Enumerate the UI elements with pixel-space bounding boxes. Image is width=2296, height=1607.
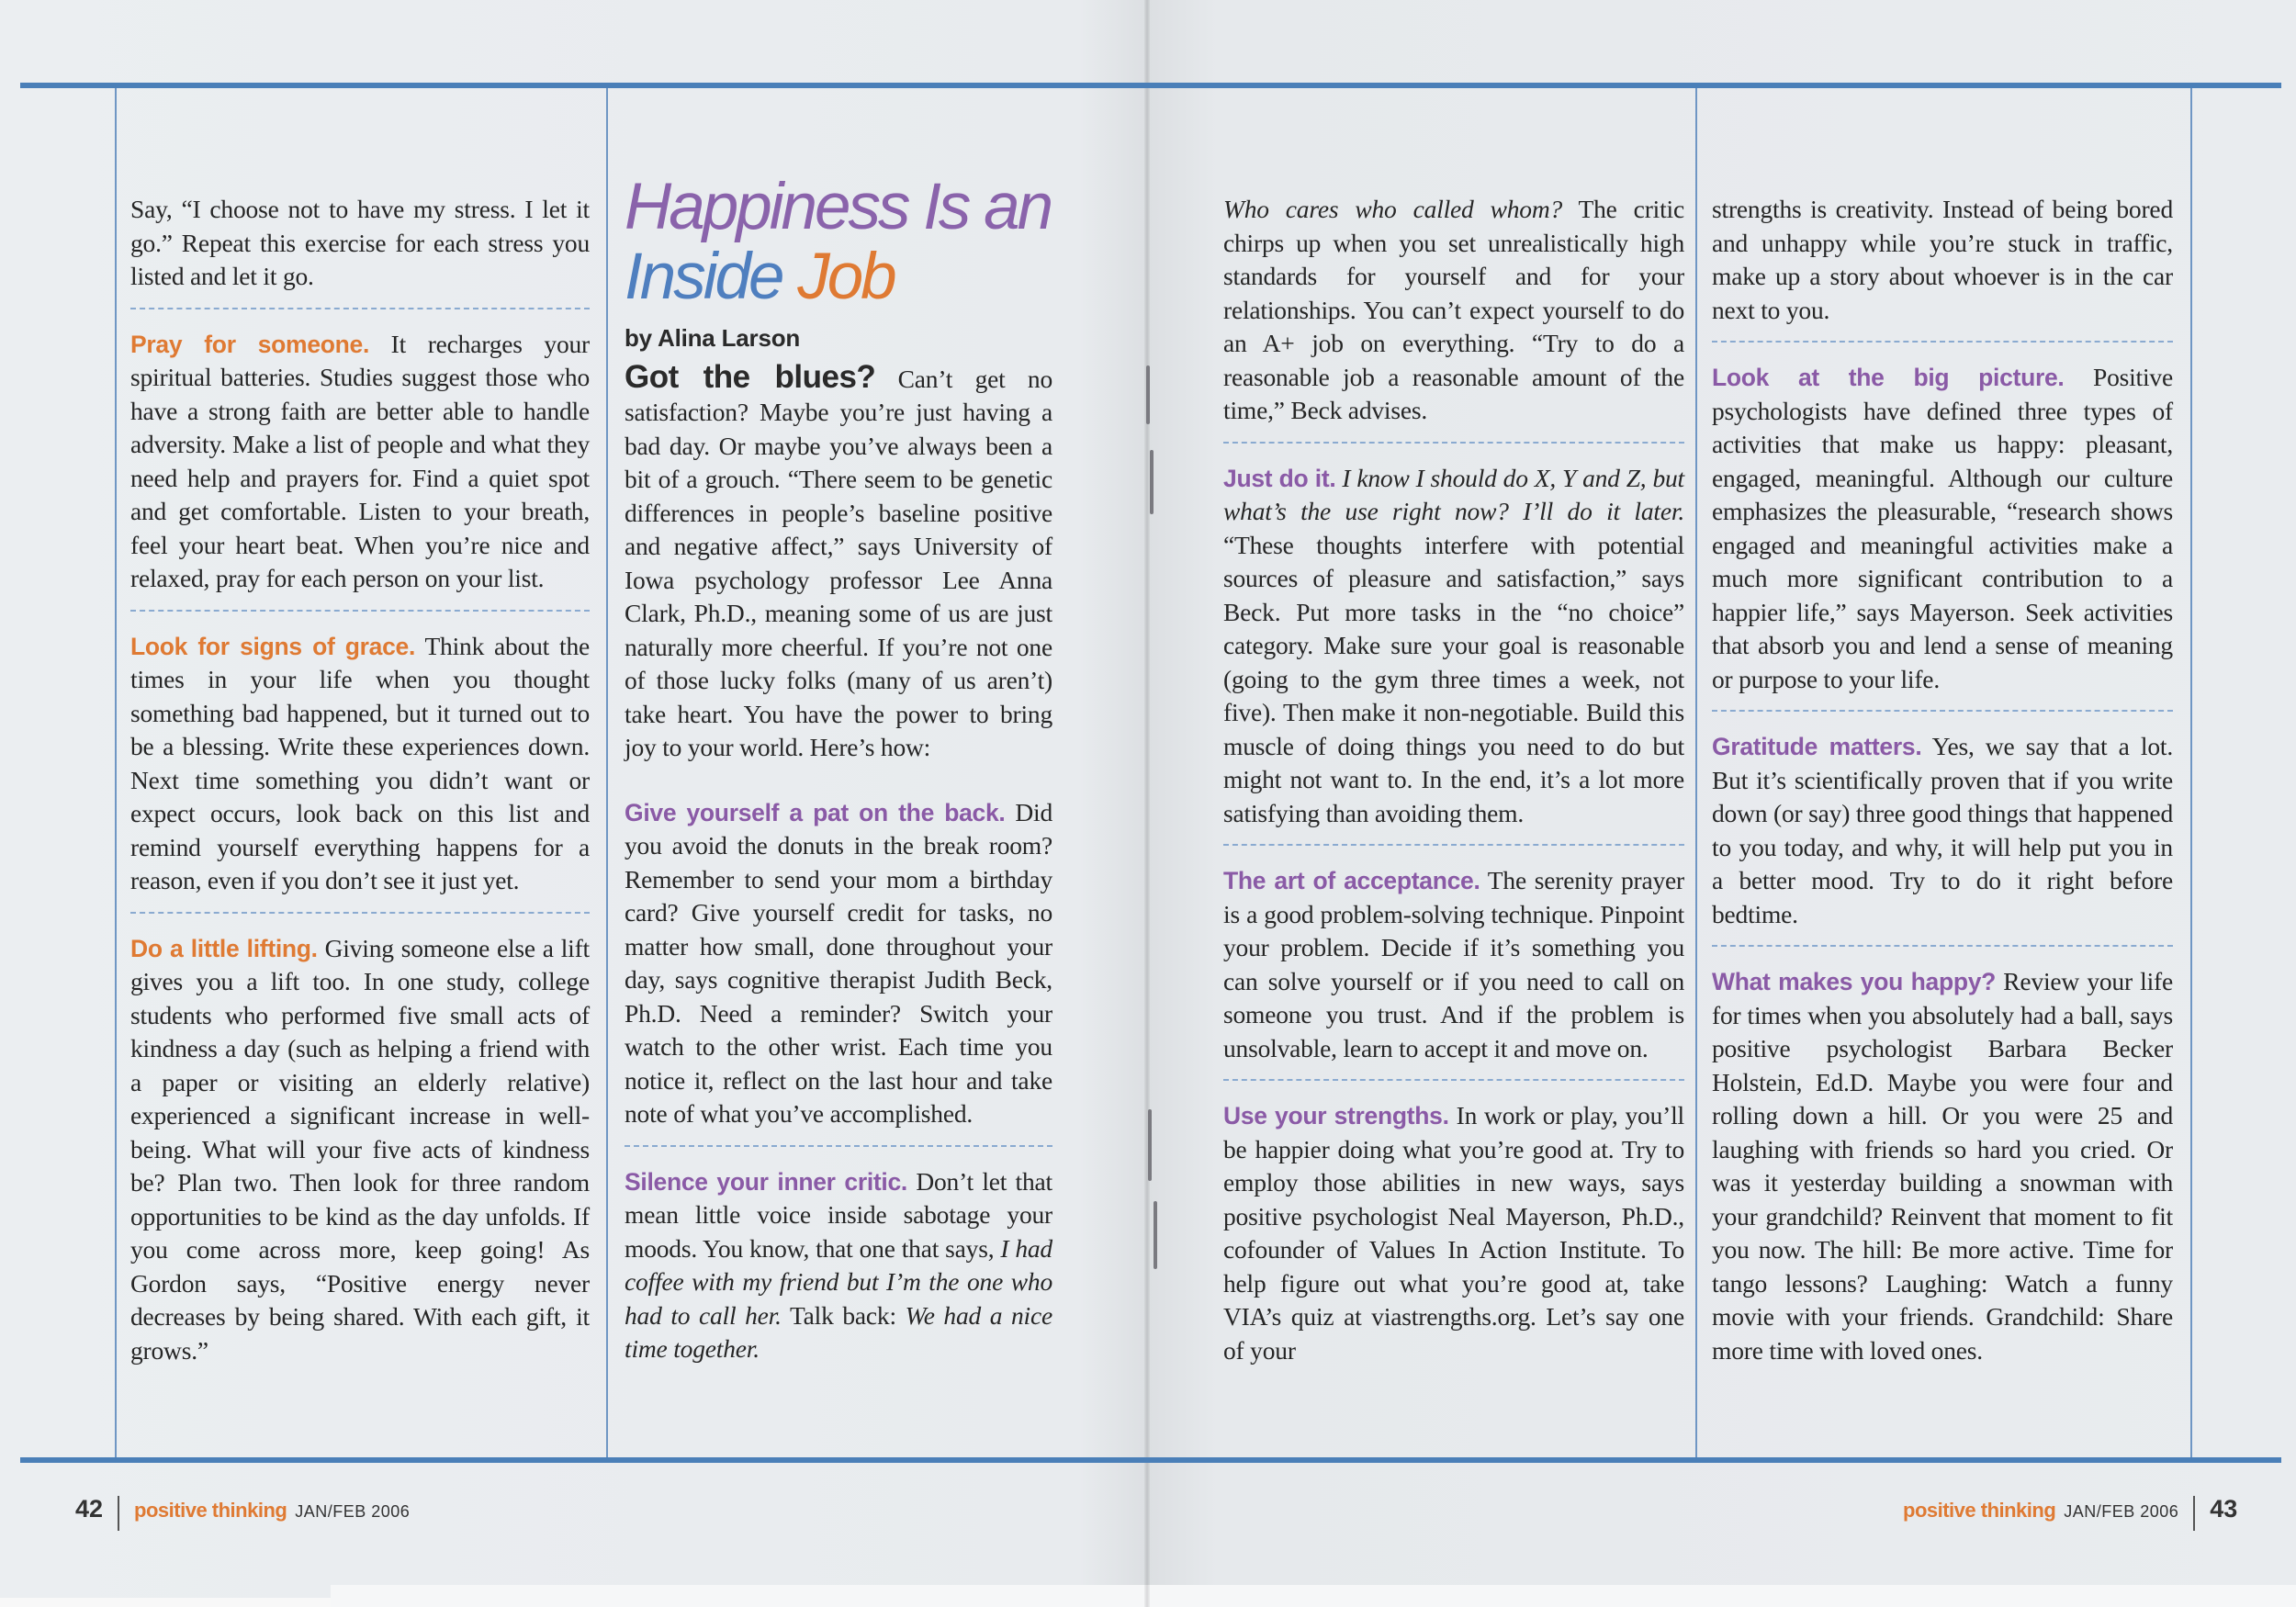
staple xyxy=(1154,1201,1157,1269)
title-word: Job xyxy=(782,241,895,313)
section-divider xyxy=(1223,1079,1684,1081)
body-text: Giving someone else a lift gives you a lift too. In one study, college students who performed five small acts of kindness a day (such as helping a friend with a paper or visiting an elderly relative) experienced a significant increase in well-being. What will your five acts of kindness be? Plan two. Then look for three random opportunities to be kind as the day unfolds. If you come across more, keep going! As Gordon says, “Positive energy never decreases by being shared. With each gift, it grows.” xyxy=(130,933,590,1365)
column-rule xyxy=(115,88,117,1457)
body-text: Positive psychologists have defined three types of activities that make us happy: pleasant, engaged, meaningful. Although our culture emphasizes the pleasurable, “research shows engaged and meaningful activities make a much more significant contribution to a happier life,” says Mayerson. Seek activities that absorb you and lend a sense of meaning or purpose to your life. xyxy=(1712,363,2173,693)
spine-fold xyxy=(1144,0,1150,1607)
folio-divider xyxy=(2193,1496,2195,1531)
lead-in: Got the blues? xyxy=(625,358,876,395)
italic-quote: We had a nice time together. xyxy=(625,1300,1052,1363)
magazine-name: positive thinking xyxy=(134,1499,287,1522)
section-divider xyxy=(625,1145,1052,1147)
paragraph xyxy=(1223,193,1684,428)
column-2 xyxy=(625,171,1052,1366)
section-heading: Pray for someone. xyxy=(130,330,370,358)
italic-quote: Who cares who called whom? xyxy=(1223,195,1563,223)
page-number: 43 xyxy=(2210,1495,2238,1523)
magazine-name: positive thinking xyxy=(1903,1499,2056,1522)
section-divider xyxy=(1712,341,2173,343)
page-edge xyxy=(331,1585,2296,1607)
column-rule xyxy=(606,88,608,1457)
section-strengths xyxy=(1223,1099,1684,1367)
section-grace xyxy=(130,630,590,898)
top-rule xyxy=(20,83,2281,88)
issue-date: JAN/FEB 2006 xyxy=(295,1502,411,1521)
column-3 xyxy=(1223,193,1684,1367)
title-word: Is an xyxy=(907,171,1052,243)
body-text: Say, “I choose not to have my stress. I let it go.” Repeat this exercise for each stress you listed and let it go. xyxy=(130,195,590,290)
body-text: Talk back: xyxy=(781,1300,906,1330)
italic-quote: I know I should do X, Y and Z, but what’s the use right now? I’ll do it later. xyxy=(1223,463,1684,525)
section-divider xyxy=(130,308,590,309)
body-text: Yes, we say that a lot. But it’s scientifically proven that if you write down (or say) three good things that happened to you today, and why, it will help put you in a better mood. Try to do it right before bedtime. xyxy=(1712,732,2173,928)
section-divider xyxy=(1223,442,1684,444)
section-gratitude xyxy=(1712,730,2173,931)
section-heading: Use your strengths. xyxy=(1223,1102,1449,1129)
body-text: The critic chirps up when you set unrealistically high standards for yourself and for your relationships. You can’t expect yourself to do an A+ job on everything. “Try to do a reasonable job a reasonable amount of the time,” Beck advises. xyxy=(1223,195,1684,424)
body-text: “These thoughts interfere with potential sources of pleasure and satisfaction,” says Beck. Put more tasks in the “no choice” category. Make sure your goal is reasonable (going to the gym three times a week, not five). Then make it non-negotiable. Build this muscle of doing things you need to do but might not want to. In the end, it’s a lot more satisfying than avoiding them. xyxy=(1223,530,1684,827)
section-inner-critic xyxy=(625,1165,1052,1366)
section-lifting xyxy=(130,932,590,1368)
section-acceptance xyxy=(1223,864,1684,1065)
page-number: 42 xyxy=(75,1495,104,1523)
body-text: strengths is creativity. Instead of being bored and unhappy while you’re stuck in traffic, make up a story about whoever is in the car next to you. xyxy=(1712,195,2173,324)
section-divider xyxy=(130,610,590,612)
column-1 xyxy=(130,193,590,1367)
title-word: Inside xyxy=(625,241,782,313)
body-text: The serenity prayer is a good problem-solving technique. Pinpoint your problem. Decide if it’s something you can solve yourself or if you need to call on someone you trust. And if the problem is unsolvable, learn to accept it and move on. xyxy=(1223,866,1684,1062)
section-heading: Look for signs of grace. xyxy=(130,632,416,660)
title-word: Happiness xyxy=(625,171,908,243)
section-heading: The art of acceptance. xyxy=(1223,867,1480,894)
staple xyxy=(1148,1109,1152,1181)
column-4 xyxy=(1712,193,2173,1367)
section-big-picture xyxy=(1712,361,2173,696)
section-just-do-it xyxy=(1223,462,1684,831)
page-edge xyxy=(0,1598,331,1607)
byline: by Alina Larson xyxy=(625,324,801,352)
column-rule xyxy=(2190,88,2192,1457)
article-title xyxy=(625,173,1052,312)
italic-quote: I had coffee with my friend but I’m the one who had to call her. xyxy=(625,1233,1052,1330)
body-text: Can’t get no satisfaction? Maybe you’re just having a bad day. Or maybe you’ve always been a bit of a grouch. “There seem to be genetic differences in people’s baseline positive and negative affect,” says University of Iowa psychology professor Lee Anna Clark, Ph.D., meaning some of us are just naturally more cheerful. If you’re not one of those lucky folks (many of us aren’t) take heart. You have the power to bring joy to your world. Here’s how: xyxy=(625,364,1052,761)
section-heading: Silence your inner critic. xyxy=(625,1167,907,1196)
article-intro xyxy=(625,358,1052,765)
section-pat-on-back xyxy=(625,796,1052,1131)
staple xyxy=(1150,450,1154,514)
section-divider xyxy=(130,912,590,914)
body-text: In work or play, you’ll be happier doing what you’re good at. Try to employ those abilities in new ways, says positive psychologist Neal Mayerson, Ph.D., cofounder of Values In Action Institute. To help figure out what you’re good at, take VIA’s quiz at viastrengths.org. Let’s say one of your xyxy=(1223,1101,1684,1365)
staple xyxy=(1146,365,1150,424)
section-heading: Gratitude matters. xyxy=(1712,733,1922,760)
section-heading: Do a little lifting. xyxy=(130,934,318,962)
issue-date: JAN/FEB 2006 xyxy=(2064,1502,2179,1521)
section-heading: Look at the big picture. xyxy=(1712,364,2065,391)
body-text: Review your life for times when you absolutely had a ball, says positive psychologist Barbara Becker Holstein, Ed.D. Maybe you were four and rolling down a hill. Or you were 25 and laughing with friends so hard you cried. Or was it yesterday building a snowman with your grandchild? Reinvent that moment to fit you now. The hill: Be more active. Time for tango lessons? Laughing: Watch a funny movie with your friends. Grandchild: Share more time with loved ones. xyxy=(1712,967,2173,1365)
section-divider xyxy=(1712,945,2173,947)
folio-divider xyxy=(118,1496,119,1531)
folio-right xyxy=(1903,1495,2237,1531)
paragraph xyxy=(1712,193,2173,327)
body-text: Did you avoid the donuts in the break room? Remember to send your mom a birthday card? Give yourself credit for tasks, no matter how small, done throughout your day, says cognitive therapist Judith Beck, Ph.D. Need a reminder? Switch your watch to the other wrist. Each time you notice it, reflect on the last hour and take note of what you’ve accomplished. xyxy=(625,797,1052,1128)
section-heading: Give yourself a pat on the back. xyxy=(625,798,1006,826)
column-rule xyxy=(1695,88,1697,1457)
body-text: Think about the times in your life when you thought something bad happened, but it turned out to be a blessing. Write these experiences down. Next time something you didn’t want or expect occurs, look back on this list and remind yourself everything happens for a reason, even if you don’t see it just yet. xyxy=(130,631,590,894)
bottom-rule xyxy=(20,1457,2281,1463)
section-heading: Just do it. xyxy=(1223,464,1336,492)
section-what-makes-happy xyxy=(1712,965,2173,1367)
paragraph xyxy=(130,193,590,294)
section-pray xyxy=(130,328,590,596)
section-divider xyxy=(1712,710,2173,712)
folio-left xyxy=(75,1495,410,1531)
body-text: Don’t let that mean little voice inside sabotage your moods. You know, that one that says, xyxy=(625,1166,1052,1263)
section-divider xyxy=(1223,844,1684,846)
section-heading: What makes you happy? xyxy=(1712,968,1997,995)
body-text: It recharges your spiritual batteries. Studies suggest those who have a strong faith are better able to handle adversity. Make a list of people and what they need help and prayers for. Find a quiet spot and get comfortable. Listen to your breath, feel your heart beat. When you’re nice and relaxed, pray for each person on your list. xyxy=(130,329,590,592)
